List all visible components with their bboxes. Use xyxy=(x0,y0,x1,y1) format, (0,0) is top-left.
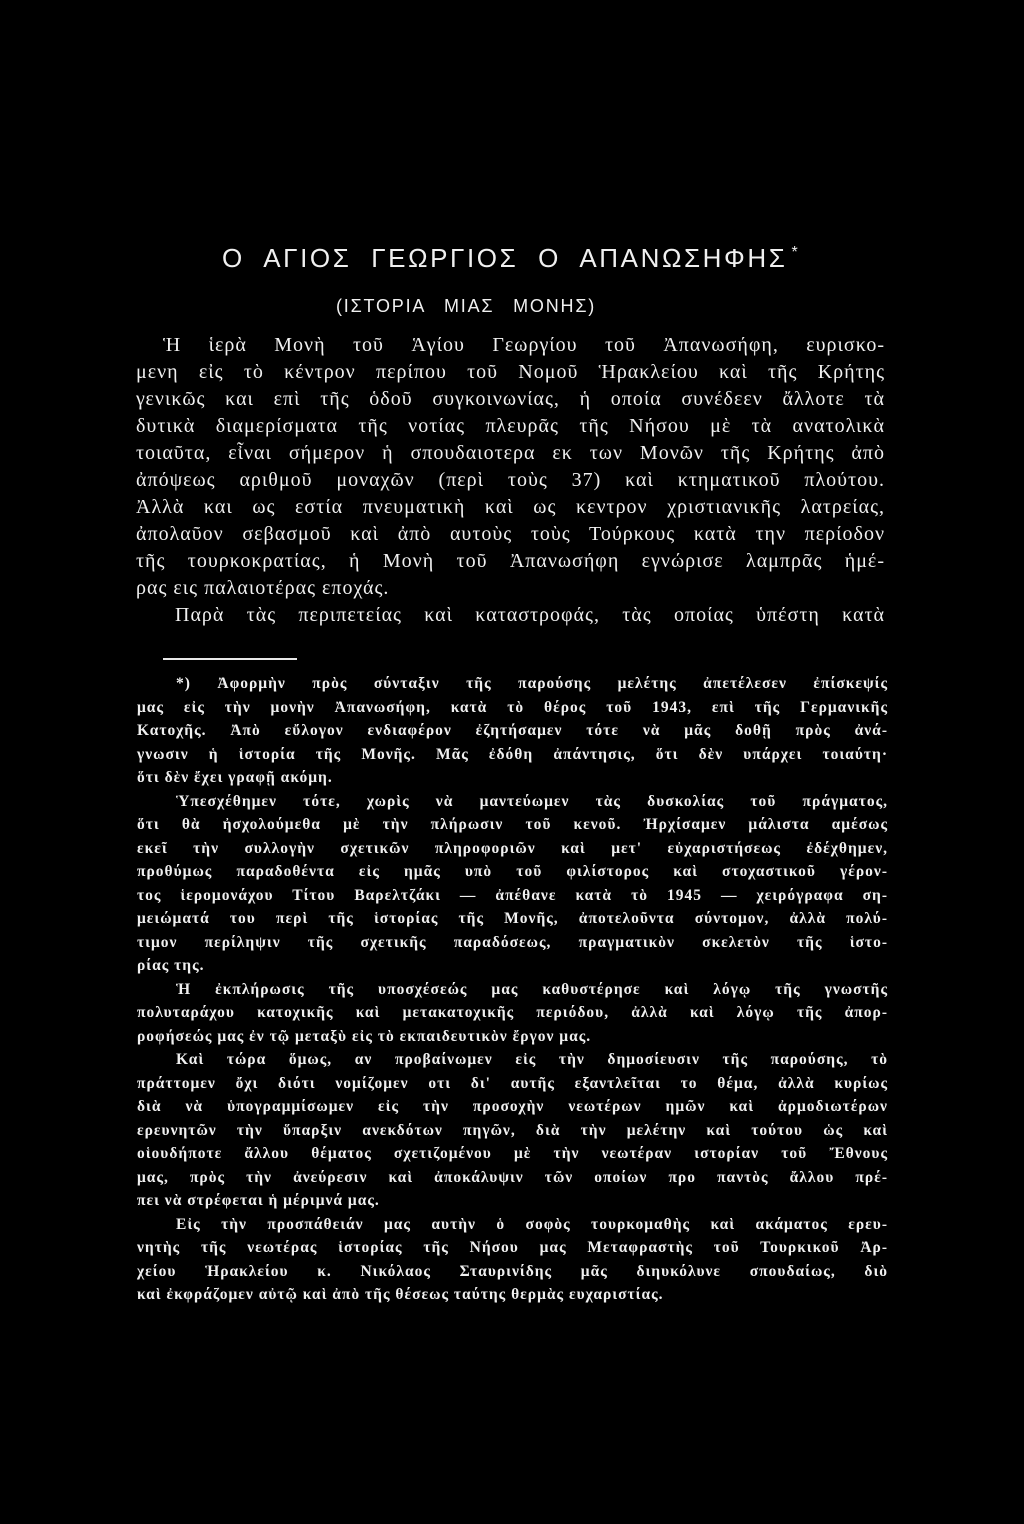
footnote-line: Ὑπεσχέθημεν τότε, χωρὶς νὰ μαντεύωμεν τὰς δυσκολίας τοῦ πράγματος, xyxy=(176,792,888,810)
footnote-line: χείου Ἡρακλείου κ. Νικόλαος Σταυρινίδης μᾶς διηυκόλυνε σπουδαίως, διὸ xyxy=(137,1262,888,1280)
footnote xyxy=(137,672,888,1307)
footnote-line: πράττομεν ὄχι διότι νομίζομεν οτι δι' αυτῆς εξαντλεῖται το θέμα, ἀλλὰ κυρίως xyxy=(137,1074,888,1092)
page-subtitle: (ΙΣΤΟΡΙΑ ΜΙΑΣ ΜΟΝΗΣ) xyxy=(336,296,597,316)
footnote-line: γνωσιν ἡ ἱστορία τῆς Μονῆς. Μᾶς ἐδόθη ἀπάντησις, ὅτι δὲν υπάρχει τοιαύτη· xyxy=(137,745,888,763)
footnote-line: πολυταράχου κατοχικῆς καὶ μετακατοχικῆς περιόδου, ἀλλὰ καὶ λόγῳ τῆς ἀπορ- xyxy=(137,1004,888,1021)
footnote-line: Καὶ τώρα ὅμως, αν προβαίνωμεν εἰς τὴν δημοσίευσιν τῆς παρούσης, τὸ xyxy=(176,1051,888,1068)
body-line: μενη εἰς τὸ κέντρον περίπου τοῦ Νομοῦ Ἡρακλείου καὶ τῆς Κρήτης xyxy=(136,361,885,383)
body-line: τοιαῦτα, εἶναι σήμερον ἡ σπουδαιοτερα εκ των Μονῶν τῆς Κρήτης ἀπὸ xyxy=(136,442,885,464)
footnote-line: μειώματά του περὶ τῆς ἱστορίας τῆς Μονῆς, ἀποτελοῦντα σύντομον, ἀλλὰ πολύ- xyxy=(137,910,888,927)
page-title-text: Ο ΑΓΙΟΣ ΓΕΩΡΓΙΟΣ Ο ΑΠΑΝΩΣΗΦΗΣ xyxy=(222,243,788,273)
footnote-line: *) Ἀφορμὴν πρὸς σύνταξιν τῆς παρούσης μελέτης ἀπετέλεσεν ἐπίσκεψίς xyxy=(176,675,888,692)
body-line: γενικῶς και επὶ τῆς ὁδοῦ συγκοινωνίας, ἡ οποία συνέδεεν ἄλλοτε τὰ xyxy=(136,388,885,410)
footnote-line: οἱουδήποτε ἄλλου θέματος σχετιζομένου μὲ τὴν νεωτέραν ιστορίαν τοῦ Ἔθνους xyxy=(137,1145,888,1162)
body-text xyxy=(136,332,885,629)
body-line: ρας εις παλαιοτέρας εποχάς. xyxy=(136,577,390,599)
body-line: δυτικὰ διαμερίσματα τῆς νοτίας πλευρᾶς τῆς Νήσου μὲ τὰ ανατολικὰ xyxy=(136,415,885,437)
footnote-line: μας, πρὸς τὴν ἀνεύρεσιν καὶ ἀποκάλυψιν τῶν οποίων προ παντὸς ἄλλου πρέ- xyxy=(137,1168,888,1186)
footnote-separator xyxy=(163,658,297,660)
footnote-line: Εἰς τὴν προσπάθειάν μας αυτὴν ὁ σοφὸς τουρκομαθὴς καὶ ακάματος ερευ- xyxy=(176,1215,888,1233)
title-footnote-marker: * xyxy=(791,244,798,261)
body-line: τῆς τουρκοκρατίας, ἡ Μονὴ τοῦ Ἀπανωσήφη εγνώρισε λαμπρᾶς ἡμέ- xyxy=(136,550,885,572)
footnote-line: ροφήσεώς μας ἐν τῷ μεταξὺ εἰς τὸ εκπαιδευτικὸν ἔργον μας. xyxy=(137,1027,592,1045)
footnote-line: Ἡ ἐκπλήρωσις τῆς υποσχέσεώς μας καθυστέρησε καὶ λόγῳ τῆς γνωστῆς xyxy=(176,980,888,998)
footnote-line: Κατοχῆς. Ἀπὸ εὔλογον ενδιαφέρον ἐζητήσαμεν τότε νὰ μᾶς δοθῇ πρὸς ἀνά- xyxy=(137,722,888,739)
body-line: Ἀλλὰ και ως εστία πνευματικὴ καὶ ως κεντρον χριστιανικῆς λατρείας, xyxy=(136,496,885,518)
footnote-line: εκεῖ τὴν συλλογὴν σχετικῶν πληροφοριῶν καὶ μετ' εὐχαριστήσεως ἐδέχθημεν, xyxy=(137,839,888,857)
footnote-line: νητὴς τῆς νεωτέρας ἱστορίας τῆς Νήσου μας Μεταφραστὴς τοῦ Τουρκικοῦ Ἀρ- xyxy=(137,1239,888,1256)
body-line: ἀπόψεως αριθμοῦ μοναχῶν (περὶ τοὺς 37) καὶ κτηματικοῦ πλούτου. xyxy=(136,469,885,491)
footnote-line: καὶ ἐκφράζομεν αὐτῷ καὶ ἀπὸ τῆς θέσεως ταύτης θερμὰς ευχαριστίας. xyxy=(137,1286,664,1303)
page-title xyxy=(222,243,798,273)
footnote-line: διὰ νὰ ὑπογραμμίσωμεν εἰς τὴν προσοχὴν νεωτέρων ημῶν καὶ ἀρμοδιωτέρων xyxy=(137,1098,888,1115)
footnote-line: ὅτι θὰ ἠσχολούμεθα μὲ τὴν πλήρωσιν τοῦ κενοῦ. Ἠρχίσαμεν μάλιστα αμέσως xyxy=(137,816,888,833)
footnote-line: τος ἱερομονάχου Τίτου Βαρελτζάκι — ἀπέθανε κατὰ τὸ 1945 — χειρόγραφα ση- xyxy=(137,886,888,904)
body-line: ἀπολαῦον σεβασμοῦ καὶ ἀπὸ αυτοὺς τοὺς Τούρκους κατὰ την περίοδον xyxy=(136,523,885,545)
footnote-line: μας εἰς τὴν μονὴν Ἀπανωσήφη, κατὰ τὸ θέρος τοῦ 1943, επὶ τῆς Γερμανικῆς xyxy=(137,698,888,716)
footnote-line: πει νὰ στρέφεται ἡ μέριμνά μας. xyxy=(137,1192,380,1209)
footnote-line: τιμον περίληψιν τῆς σχετικῆς παραδόσεως, πραγματικὸν σκελετὸν τῆς ἱστο- xyxy=(137,933,888,951)
footnote-line: προθύμως παραδοθέντα εἰς ημᾶς υπὸ τοῦ φιλίστορος καὶ στοχαστικοῦ γέρον- xyxy=(137,863,888,880)
footnote-line: ερευνητῶν τὴν ὕπαρξιν ανεκδότων πηγῶν, διὰ τὴν μελέτην καὶ τούτου ὡς καὶ xyxy=(137,1121,888,1139)
footnote-line: ὅτι δὲν ἔχει γραφῇ ακόμη. xyxy=(137,769,333,786)
body-line: Ἡ ἱερὰ Μονὴ τοῦ Ἁγίου Γεωργίου τοῦ Ἀπανωσήφη, ευρισκο- xyxy=(163,334,885,356)
body-line: Παρὰ τὰς περιπετείας καὶ καταστροφάς, τὰς οποίας ὑπέστη κατὰ xyxy=(175,604,885,626)
footnote-line: ρίας της. xyxy=(137,957,205,974)
